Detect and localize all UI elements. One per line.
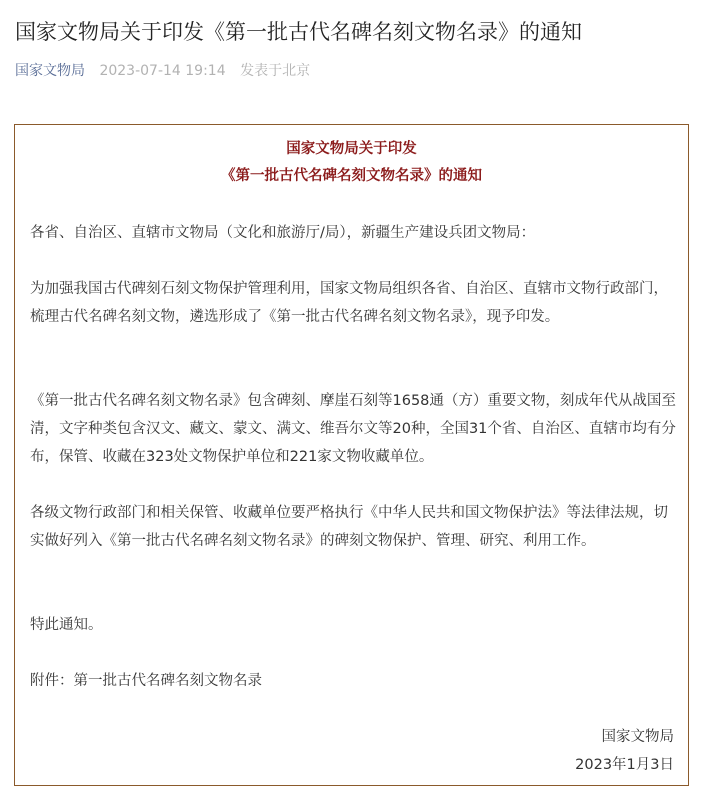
signature-org: 国家文物局 — [601, 729, 674, 745]
article-meta — [15, 61, 310, 81]
notice-closing: 特此通知。 — [30, 617, 103, 633]
notice-paragraph-2: 《第一批古代名碑名刻文物名录》包含碑刻、摩崖石刻等1658通（方）重要文物，刻成年代从战国至清，文字种类包含汉文、藏文、蒙文、满文、维吾尔文等20种，全国31个省、自治区、直辖市均有分布，保管、收藏在323处文物保护单位和221家文物收藏单位。 — [30, 393, 676, 465]
article-title: 国家文物局关于印发《第一批古代名碑名刻文物名录》的通知 — [15, 20, 582, 44]
notice-box — [14, 124, 689, 786]
author-link[interactable]: 国家文物局 — [15, 63, 85, 79]
signature-date: 2023年1月3日 — [575, 757, 674, 773]
notice-paragraph-1: 为加强我国古代碑刻石刻文物保护管理利用，国家文物局组织各省、自治区、直辖市文物行政部门，梳理古代名碑名刻文物，遴选形成了《第一批古代名碑名刻文物名录》，现予印发。 — [30, 281, 668, 325]
notice-heading-line2: 《第一批古代名碑名刻文物名录》的通知 — [221, 168, 482, 184]
publish-location: 发表于北京 — [240, 63, 311, 79]
notice-attachment: 附件：第一批古代名碑名刻文物名录 — [30, 673, 262, 689]
notice-paragraph-3: 各级文物行政部门和相关保管、收藏单位要严格执行《中华人民共和国文物保护法》等法律法规，切实做好列入《第一批古代名碑名刻文物名录》的碑刻文物保护、管理、研究、利用工作。 — [30, 505, 668, 549]
publish-time: 2023-07-14 19:14 — [99, 63, 226, 79]
notice-heading-line1: 国家文物局关于印发 — [286, 141, 417, 157]
notice-salutation: 各省、自治区、直辖市文物局（文化和旅游厅/局），新疆生产建设兵团文物局： — [30, 225, 536, 241]
